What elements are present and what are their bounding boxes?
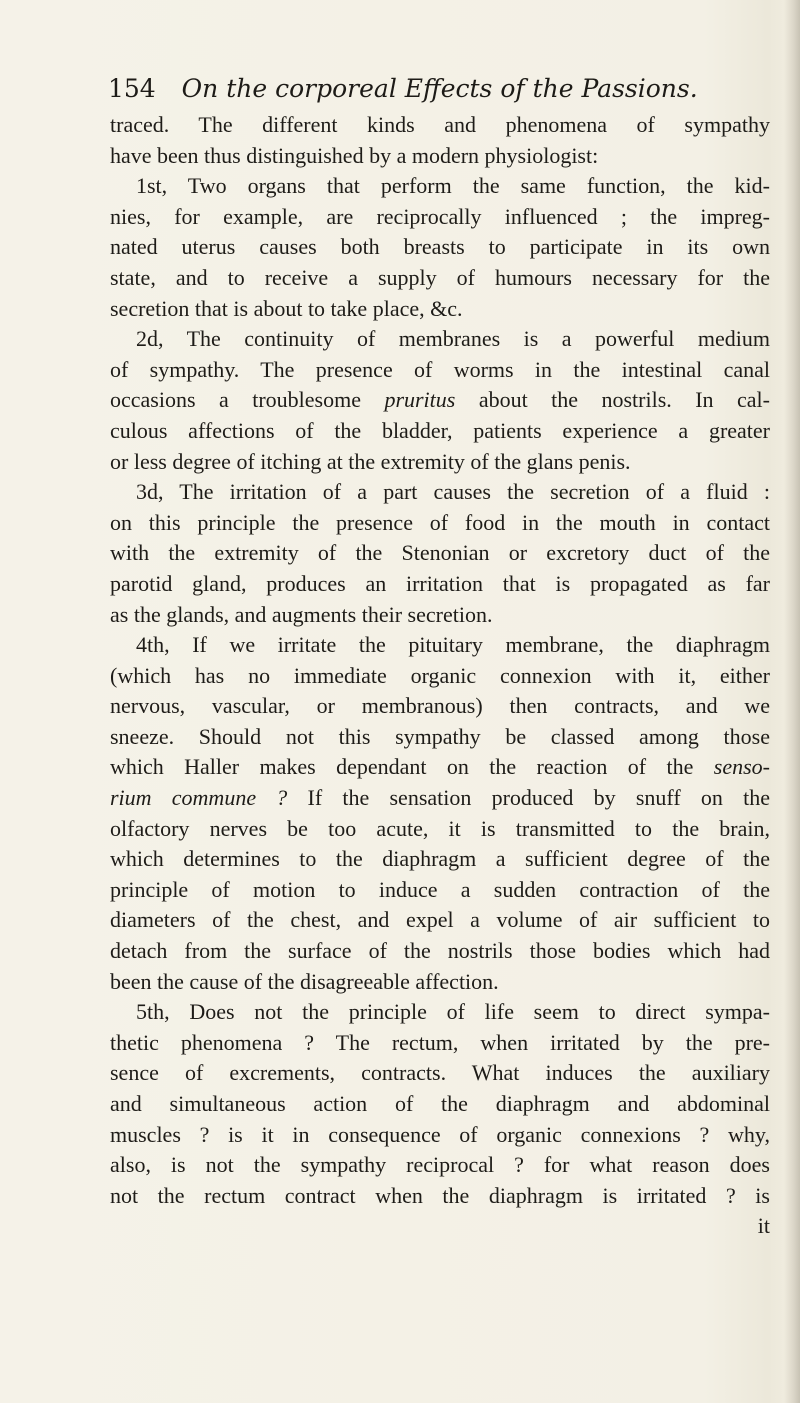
italic-term: rium commune ? <box>110 785 288 811</box>
text-line: 3d, The irritation of a part causes the secretion of a fluid : <box>136 479 770 505</box>
text-line <box>110 385 770 416</box>
body-text <box>110 110 770 1242</box>
text-line: not the rectum contract when the diaphragm is irritated ? is <box>110 1182 770 1208</box>
italic-term: senso- <box>713 754 770 780</box>
text-line: 5th, Does not the principle of life seem to direct sympa- <box>136 999 770 1025</box>
text-line: nervous, vascular, or membranous) then contracts, and we <box>110 693 770 719</box>
text-line: 2d, The continuity of membranes is a powerful medium <box>136 326 770 352</box>
text-line: and simultaneous action of the diaphragm and abdominal <box>110 1091 770 1116</box>
text-line: of sympathy. The presence of worms in the intestinal canal <box>110 356 770 382</box>
text-line: state, and to receive a supply of humours necessary for the <box>110 264 770 290</box>
text-line: principle of motion to induce a sudden contraction of the <box>110 876 770 902</box>
text-line: which determines to the diaphragm a sufficient degree of the <box>110 846 770 872</box>
text-line <box>110 752 770 783</box>
italic-term: pruritus <box>384 387 456 413</box>
text-line: (which has no immediate organic connexion with it, either <box>110 662 770 688</box>
text-line: thetic phenomena ? The rectum, when irritated by the pre- <box>110 1029 770 1055</box>
text-line: 4th, If we irritate the pituitary membrane, the diaphragm <box>136 632 770 658</box>
text-line: secretion that is about to take place, &c. <box>110 295 463 321</box>
text-line: it <box>757 1213 770 1239</box>
text-line <box>110 783 770 814</box>
text-line: sneeze. Should not this sympathy be classed among those <box>110 723 770 749</box>
text-line: parotid gland, produces an irritation that is propagated as far <box>110 570 770 596</box>
text-line: sence of excrements, contracts. What induces the auxiliary <box>110 1060 770 1086</box>
text-segment: occasions a troublesome <box>110 387 385 413</box>
text-line: or less degree of itching at the extremity of the glans penis. <box>110 448 631 474</box>
text-line: traced. The different kinds and phenomena of sympathy <box>110 112 770 137</box>
text-line: on this principle the presence of food in the mouth in contact <box>110 509 770 535</box>
text-line: nies, for example, are reciprocally influenced ; the impreg- <box>110 203 770 229</box>
text-line: olfactory nerves be too acute, it is transmitted to the brain, <box>110 815 770 841</box>
text-line: culous affections of the bladder, patients experience a greater <box>110 417 770 443</box>
text-segment: about the nostrils. In cal- <box>455 387 770 413</box>
text-line: with the extremity of the Stenonian or excretory duct of the <box>110 540 770 566</box>
text-segment: If the sensation produced by snuff on the <box>287 785 770 811</box>
text-line: 1st, Two organs that perform the same function, the kid- <box>136 173 770 199</box>
running-head <box>108 74 748 103</box>
page-edge-shadow <box>784 0 800 1403</box>
text-line: been the cause of the disagreeable affection. <box>110 968 499 994</box>
text-line: nated uterus causes both breasts to participate in its own <box>110 234 770 260</box>
text-line: as the glands, and augments their secretion. <box>110 601 493 627</box>
running-title: On the corporeal Effects of the Passions. <box>181 74 698 103</box>
text-line: diameters of the chest, and expel a volume of air sufficient to <box>110 907 770 933</box>
text-line: detach from the surface of the nostrils those bodies which had <box>110 938 770 964</box>
text-line: also, is not the sympathy reciprocal ? for what reason does <box>110 1152 770 1178</box>
text-segment: which Haller makes dependant on the reaction of the <box>110 754 714 780</box>
text-line: muscles ? is it in consequence of organic connexions ? why, <box>110 1121 770 1147</box>
page-number: 154 <box>108 74 156 103</box>
text-line: have been thus distinguished by a modern physiologist: <box>110 142 599 168</box>
